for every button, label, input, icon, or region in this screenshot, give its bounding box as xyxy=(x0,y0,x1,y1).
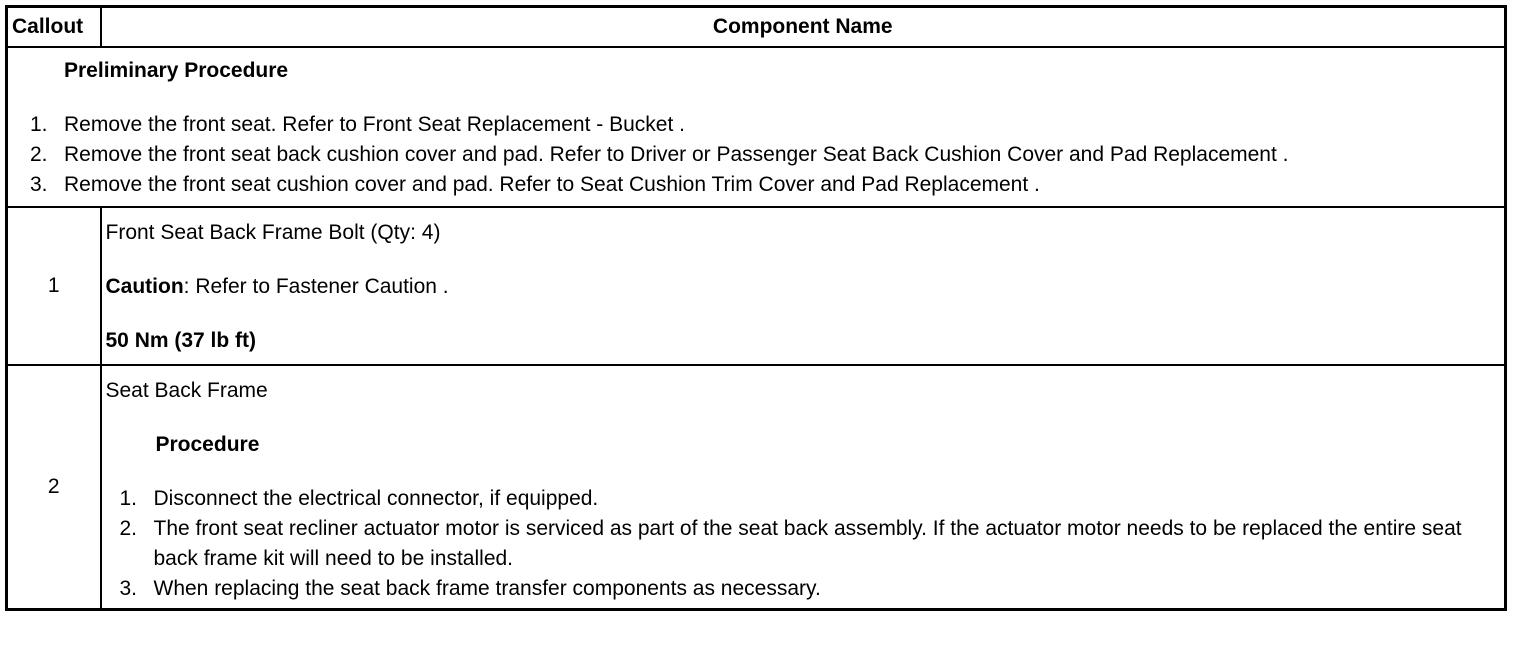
preliminary-procedure xyxy=(7,47,1506,207)
step-text: Remove the front seat back cushion cover and pad. Refer to Driver or Passenger Seat Back Cushion Cover and Pad Replacement . xyxy=(64,143,1289,166)
procedure-title: Procedure xyxy=(155,433,260,456)
preliminary-row xyxy=(7,47,1506,207)
callout-number: 2 xyxy=(7,365,101,610)
step-text: Remove the front seat. Refer to Front Seat Replacement - Bucket . xyxy=(64,113,685,136)
preliminary-steps xyxy=(30,110,1494,200)
component-name: Front Seat Back Frame Bolt (Qty: 4) xyxy=(105,221,441,244)
step-number: 1. xyxy=(119,487,138,510)
step-number: 2. xyxy=(119,517,138,540)
step-text: The front seat recliner actuator motor is serviced as part of the seat back assembly. If the actuator motor needs to be replaced the entire seat back frame kit will need to be installed. xyxy=(153,517,1462,570)
table-row xyxy=(7,365,1506,610)
step-text: Disconnect the electrical connector, if equipped. xyxy=(153,487,599,510)
step-number: 3. xyxy=(30,173,48,196)
list-item xyxy=(120,514,1499,574)
caution-note xyxy=(106,272,1499,302)
callout-number: 1 xyxy=(7,207,101,365)
step-text: When replacing the seat back frame transfer components as necessary. xyxy=(153,577,821,600)
component-cell xyxy=(101,365,1506,610)
list-item xyxy=(120,574,1499,604)
step-text: Remove the front seat cushion cover and pad. Refer to Seat Cushion Trim Cover and Pad Replacement . xyxy=(64,173,1040,196)
component-cell xyxy=(101,207,1506,365)
step-number: 2. xyxy=(30,143,48,166)
list-item xyxy=(120,484,1499,514)
torque-spec: 50 Nm (37 lb ft) xyxy=(105,329,257,352)
list-item xyxy=(30,110,1494,140)
callout-header: Callout xyxy=(7,7,101,48)
table-row xyxy=(7,207,1506,365)
list-item xyxy=(30,170,1494,200)
header-row xyxy=(7,7,1506,48)
list-item xyxy=(30,140,1494,170)
component-table xyxy=(5,5,1507,611)
caution-text: : Refer to Fastener Caution . xyxy=(183,275,449,298)
preliminary-title: Preliminary Procedure xyxy=(64,59,289,82)
step-number: 1. xyxy=(30,113,48,136)
caution-label: Caution xyxy=(105,275,184,298)
component-name: Seat Back Frame xyxy=(105,379,268,402)
step-number: 3. xyxy=(119,577,138,600)
procedure-steps xyxy=(120,484,1499,604)
component-name-header: Component Name xyxy=(101,7,1506,48)
